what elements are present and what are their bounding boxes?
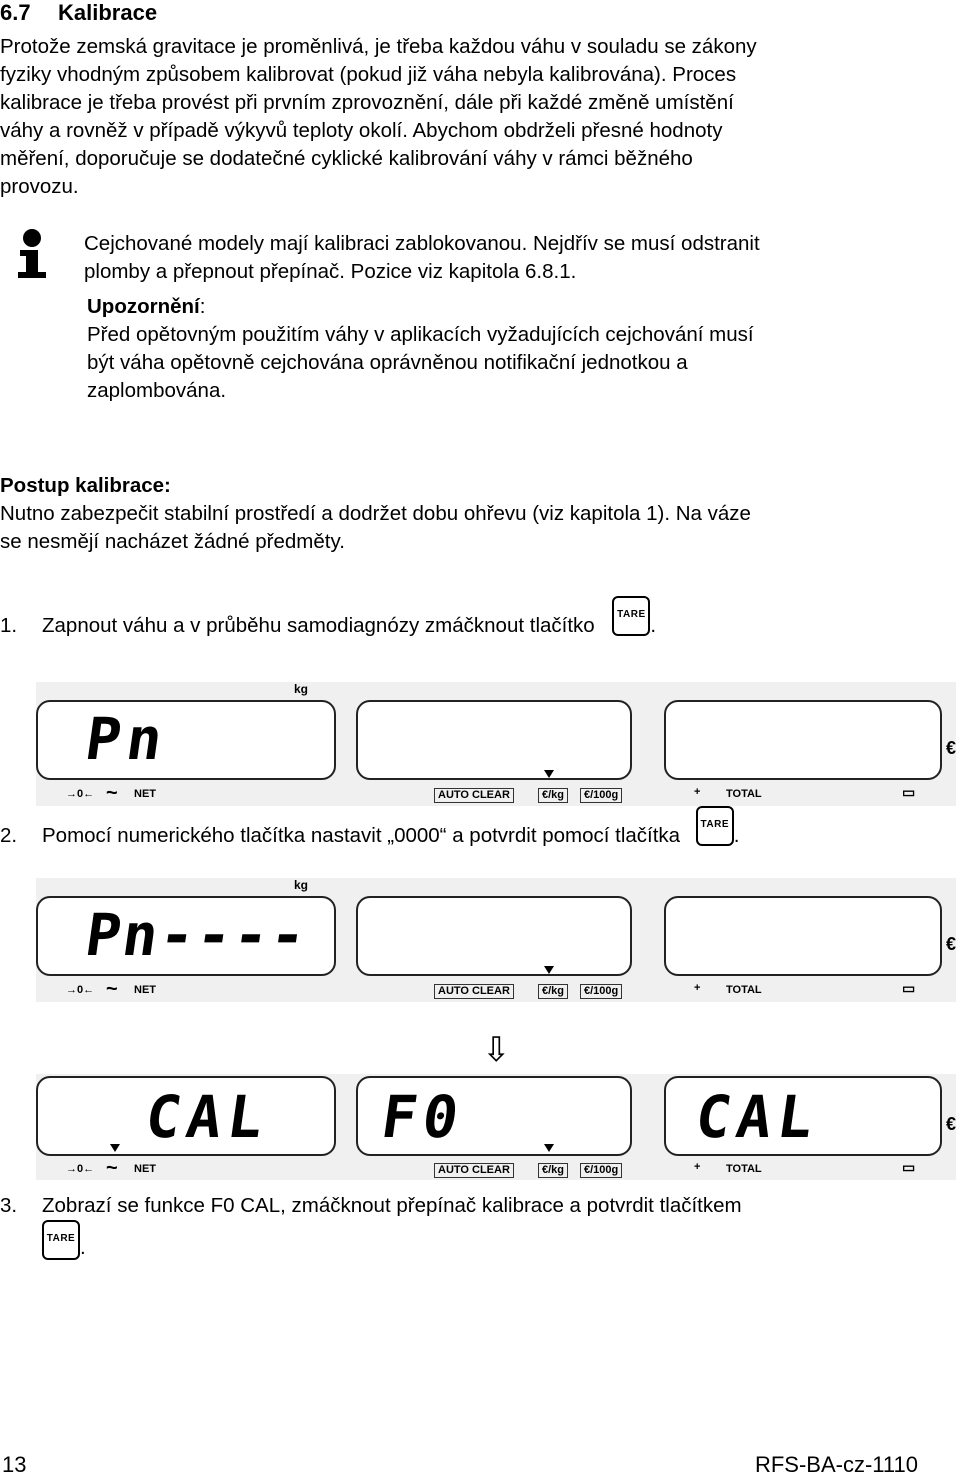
- warning-line: zaplombována.: [87, 379, 227, 402]
- step-number: 1.: [0, 614, 18, 637]
- price-kg-label: €/kg: [538, 788, 568, 803]
- price-100g-label: €/100g: [580, 1163, 622, 1178]
- warning-line: Před opětovným použitím váhy v aplikacích vyžadujících cejchování musí: [87, 323, 754, 346]
- note-text: [84, 230, 954, 286]
- warning-title: Upozornění: [87, 295, 200, 318]
- zero-label: →0←: [66, 984, 95, 996]
- stable-icon: ~: [106, 782, 118, 804]
- step-1: [0, 608, 955, 640]
- intro-line: kalibrace je třeba provést při prvním zprovoznění, dále při každé změně umístění: [0, 91, 734, 114]
- indicator-arrow-icon: [110, 1144, 120, 1152]
- procedure-line: se nesmějí nacházet žádné předměty.: [0, 530, 345, 553]
- total-readout: CAL: [691, 1083, 824, 1151]
- step-text: Zapnout váhu a v průběhu samodiagnózy zmáčknout tlačítko: [42, 614, 595, 637]
- euro-icon: €: [946, 738, 957, 758]
- step-text: Zobrazí se funkce F0 CAL, zmáčknout přepínač kalibrace a potvrdit tlačítkem: [42, 1194, 742, 1217]
- section-number: 6.7: [0, 0, 31, 25]
- warning-colon: :: [199, 295, 206, 318]
- price-lcd: [356, 896, 632, 976]
- net-label: NET: [134, 984, 156, 996]
- weight-lcd: [36, 700, 336, 780]
- auto-clear-label: AUTO CLEAR: [434, 1163, 514, 1178]
- weight-readout: Pn----: [81, 901, 313, 969]
- net-label: NET: [134, 1163, 156, 1175]
- euro-icon: €: [946, 934, 957, 954]
- battery-icon: ▭: [902, 784, 916, 800]
- kg-label: kg: [294, 878, 309, 892]
- zero-label: →0←: [66, 788, 95, 800]
- intro-paragraph: [0, 33, 955, 201]
- tare-key-icon: TARE: [696, 806, 734, 846]
- price-kg-label: €/kg: [538, 1163, 568, 1178]
- section-heading: [0, 0, 157, 26]
- total-lcd: [664, 1076, 942, 1156]
- warning-block: [87, 293, 957, 405]
- indicator-arrow-icon: [544, 1144, 554, 1152]
- tare-key-icon: TARE: [612, 596, 650, 636]
- price-100g-label: €/100g: [580, 984, 622, 999]
- plus-label: +: [694, 982, 701, 994]
- scale-display-3: [36, 1074, 956, 1180]
- euro-icon: €: [946, 1114, 957, 1134]
- procedure-title: Postup kalibrace:: [0, 474, 171, 497]
- weight-readout: CAL: [141, 1083, 274, 1151]
- section-title: Kalibrace: [58, 0, 158, 25]
- total-lcd: [664, 700, 942, 780]
- step-end: .: [650, 614, 657, 637]
- plus-label: +: [694, 1161, 701, 1173]
- battery-icon: ▭: [902, 1159, 916, 1175]
- zero-label: →0←: [66, 1163, 95, 1175]
- price-100g-label: €/100g: [580, 788, 622, 803]
- price-readout: F0: [377, 1083, 469, 1151]
- step-2: [0, 818, 955, 850]
- intro-line: měření, doporučuje se dodatečné cyklické kalibrování váhy v rámci běžného: [0, 147, 693, 170]
- scale-display-2: [36, 878, 956, 1002]
- step-end: .: [733, 824, 740, 847]
- warning-line: být váha opětovně cejchována oprávněnou notifikační jednotkou a: [87, 351, 688, 374]
- down-arrow-icon: ⇩: [482, 1031, 511, 1069]
- stable-icon: ~: [106, 978, 118, 1000]
- step-number: 2.: [0, 824, 18, 847]
- price-lcd: [356, 700, 632, 780]
- tare-key-icon: TARE: [42, 1220, 80, 1260]
- intro-line: fyziky vhodným způsobem kalibrovat (pokud již váha nebyla kalibrována). Proces: [0, 63, 737, 86]
- auto-clear-label: AUTO CLEAR: [434, 788, 514, 803]
- total-lcd: [664, 896, 942, 976]
- auto-clear-label: AUTO CLEAR: [434, 984, 514, 999]
- step-3-key: [42, 1220, 86, 1260]
- document-code: RFS-BA-cz-1110: [754, 1452, 918, 1477]
- price-lcd: [356, 1076, 632, 1156]
- step-end: .: [80, 1236, 86, 1259]
- scale-display-1: [36, 682, 956, 806]
- total-label: TOTAL: [726, 984, 762, 996]
- kg-label: kg: [294, 682, 309, 696]
- stable-icon: ~: [106, 1157, 118, 1179]
- note-line: plomby a přepnout přepínač. Pozice viz kapitola 6.8.1.: [84, 260, 577, 283]
- step-3: [0, 1192, 955, 1220]
- price-kg-label: €/kg: [538, 984, 568, 999]
- intro-line: Protože zemská gravitace je proměnlivá, je třeba každou váhu v souladu se zákony: [0, 35, 757, 58]
- total-label: TOTAL: [726, 1163, 762, 1175]
- step-number: 3.: [0, 1194, 18, 1217]
- indicator-arrow-icon: [544, 966, 554, 974]
- note-line: Cejchované modely mají kalibraci zablokovanou. Nejdřív se musí odstranit: [84, 232, 760, 255]
- intro-line: váhy a rovněž v případě výkyvů teploty okolí. Abychom obdrželi přesné hodnoty: [0, 119, 723, 142]
- battery-icon: ▭: [902, 980, 916, 996]
- plus-label: +: [694, 786, 701, 798]
- intro-line: provozu.: [0, 175, 79, 198]
- weight-lcd: [36, 1076, 336, 1156]
- procedure-block: [0, 472, 955, 556]
- info-icon: [14, 228, 50, 280]
- weight-readout: Pn: [81, 705, 173, 773]
- weight-lcd: [36, 896, 336, 976]
- step-text: Pomocí numerického tlačítka nastavit „0000“ a potvrdit pomocí tlačítka: [42, 824, 681, 847]
- procedure-line: Nutno zabezpečit stabilní prostředí a dodržet dobu ohřevu (viz kapitola 1). Na váze: [0, 502, 751, 525]
- page-number: 13: [2, 1452, 27, 1477]
- indicator-arrow-icon: [544, 770, 554, 778]
- net-label: NET: [134, 788, 156, 800]
- total-label: TOTAL: [726, 788, 762, 800]
